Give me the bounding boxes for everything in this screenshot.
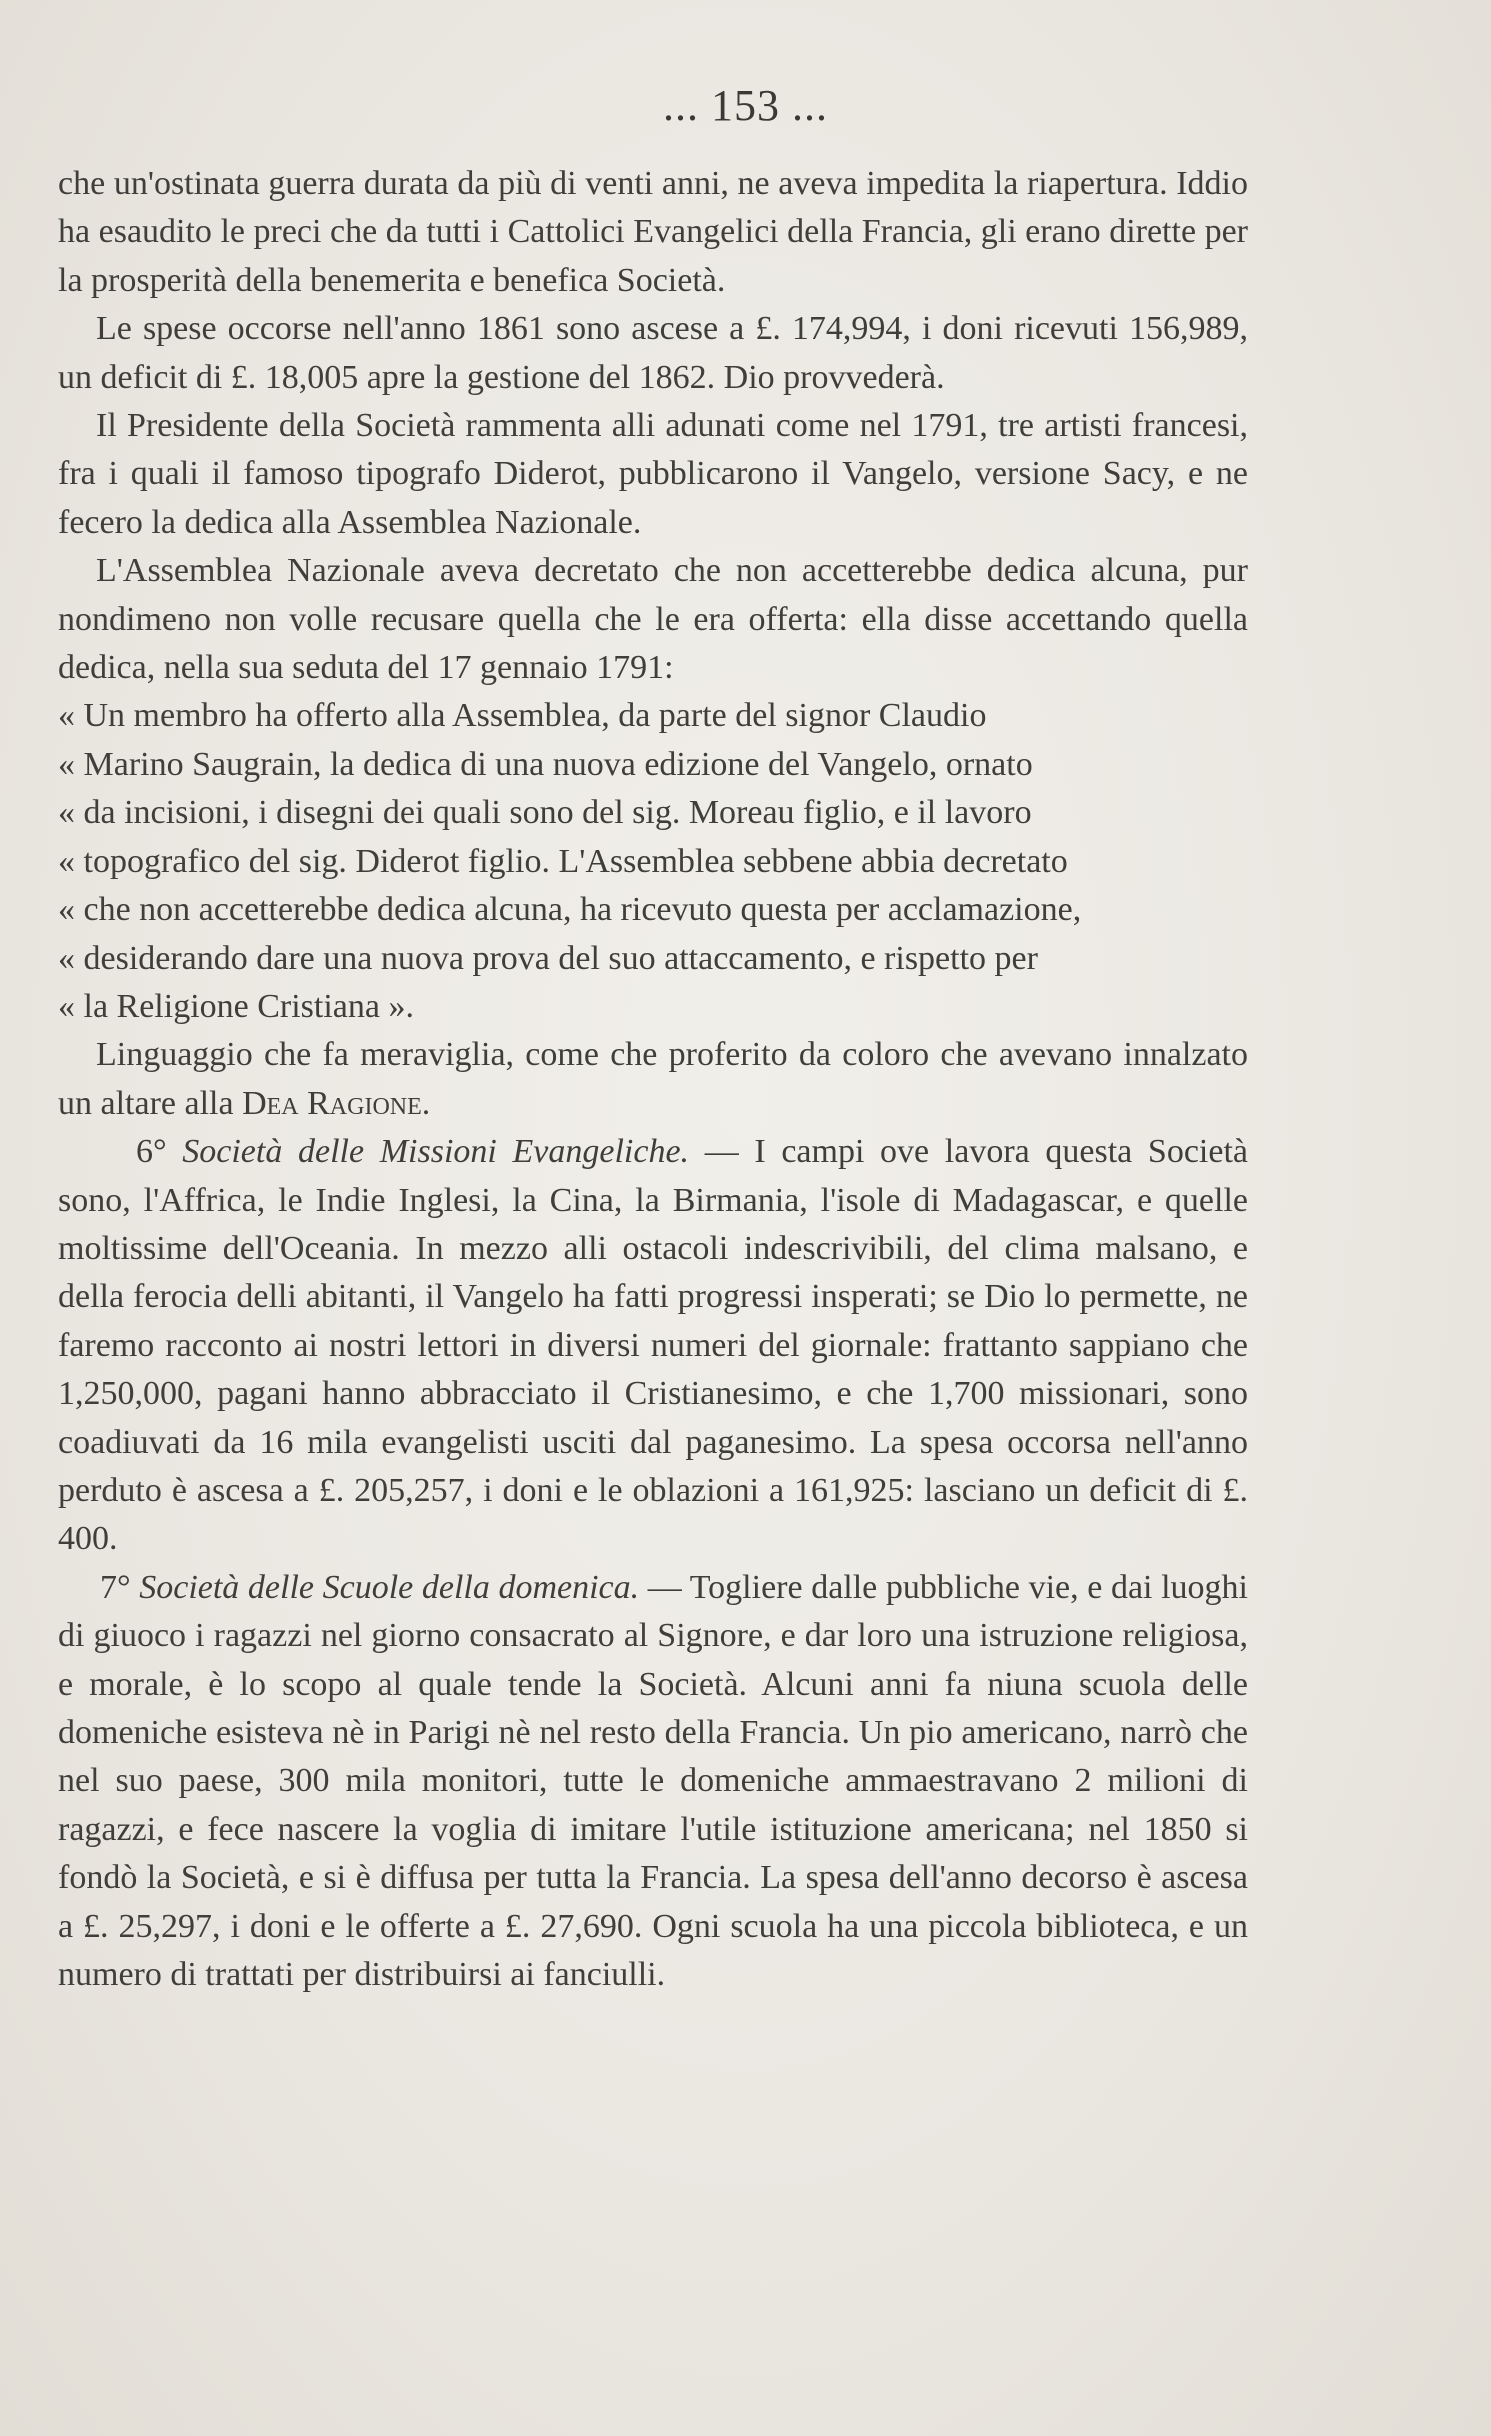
paragraph-5 [58, 1031, 1248, 1128]
section-6-number: 6° [136, 1133, 167, 1171]
paragraph-3: Il Presidente della Società rammenta alli adunati come nel 1791, tre artisti francesi, fra i quali il famoso tipografo Diderot, pubblicarono il Vangelo, versione Sacy, e ne fecero la dedica alla Assemblea Nazionale. [58, 407, 1248, 541]
quotation-line-4: « topografico del sig. Diderot figlio. L'Assemblea sebbene abbia decretato [58, 842, 1068, 880]
paragraph-4 [58, 547, 1248, 1031]
paragraph-1: che un'ostinata guerra durata da più di venti anni, ne aveva impedita la riapertura. Iddio ha esaudito le preci che da tutti i Cattolici Evangelici della Francia, gli erano dirette per la prosperità della benemerita e benefica Società. [58, 165, 1248, 299]
quotation-line-2: « Marino Saugrain, la dedica di una nuova edizione del Vangelo, ornato [58, 745, 1033, 783]
paragraph-6 [58, 1128, 1248, 1564]
section-6-text: — I campi ove lavora questa Società sono, l'Affrica, le Indie Inglesi, la Cina, la Birmania, l'isole di Madagascar, e quelle moltissime dell'Oceania. In mezzo alli ostacoli indescrivibili, del clima malsano, e della ferocia delli abitanti, il Vangelo ha fatti progressi insperati; se Dio lo permette, ne faremo racconto ai nostri lettori in diversi numeri del giornale: frattanto sappiano che 1,250,000, pagani hanno abbracciato il Cristianesimo, e che 1,700 missionari, sono coadiuvati da 16 mila evangelisti usciti dal paganesimo. La spesa occorsa nell'anno perduto è ascesa a £. 205,257, i doni e le oblazioni a 161,925: lasciano un deficit di £. 400. [58, 1133, 1248, 1558]
dea-ragione: Dea Ragione [242, 1084, 422, 1122]
quotation-line-6: « desiderando dare una nuova prova del suo attaccamento, e rispetto per [58, 939, 1038, 977]
paragraph-5-end: . [421, 1084, 431, 1122]
page-number: ... 153 ... [663, 81, 828, 130]
paragraph-4-intro: L'Assemblea Nazionale aveva decretato che non accetterebbe dedica alcuna, pur nondimeno non volle recusare quella che le era offerta: ella disse accettando quella dedica, nella sua seduta del 17 gennaio 1791: [58, 552, 1248, 687]
quotation-line-7: « la Religione Cristiana ». [58, 987, 414, 1025]
paragraph-2: Le spese occorse nell'anno 1861 sono ascese a £. 174,994, i doni ricevuti 156,989, un deficit di £. 18,005 apre la gestione del 1862. Dio provvederà. [58, 310, 1248, 396]
body-text [58, 160, 1248, 1999]
section-6-title: Società delle Missioni Evangeliche. [182, 1133, 690, 1171]
quotation-line-1: « Un membro ha offerto alla Assemblea, da parte del signor Claudio [58, 697, 987, 735]
paragraph-7 [58, 1564, 1248, 2000]
quotation-line-3: « da incisioni, i disegni dei quali sono del sig. Moreau figlio, e il lavoro [58, 794, 1032, 832]
section-7-title: Società delle Scuole della domenica. [139, 1568, 640, 1606]
section-7-text: — Togliere dalle pubbliche vie, e dai luoghi di giuoco i ragazzi nel giorno consacrato al Signore, e dar loro una istruzione religiosa, e morale, è lo scopo al quale tende la Società. Alcuni anni fa niuna scuola delle domeniche esisteva nè in Parigi nè nel resto della Francia. Un pio americano, narrò che nel suo paese, 300 mila monitori, tutte le domeniche ammaestravano 2 milioni di ragazzi, e fece nascere la voglia di imitare l'utile istituzione americana; nel 1850 si fondò la Società, e si è diffusa per tutta la Francia. La spesa dell'anno decorso è ascesa a £. 25,297, i doni e le offerte a £. 27,690. Ogni scuola ha una piccola biblioteca, e un numero di trattati per distribuirsi ai fanciulli. [58, 1568, 1248, 1994]
section-7-number: 7° [100, 1568, 131, 1606]
paragraph-5-text: Linguaggio che fa meraviglia, come che proferito da coloro che avevano innalzato un altare alla [58, 1036, 1248, 1122]
quotation-line-5: « che non accetterebbe dedica alcuna, ha ricevuto questa per acclamazione, [58, 891, 1082, 929]
